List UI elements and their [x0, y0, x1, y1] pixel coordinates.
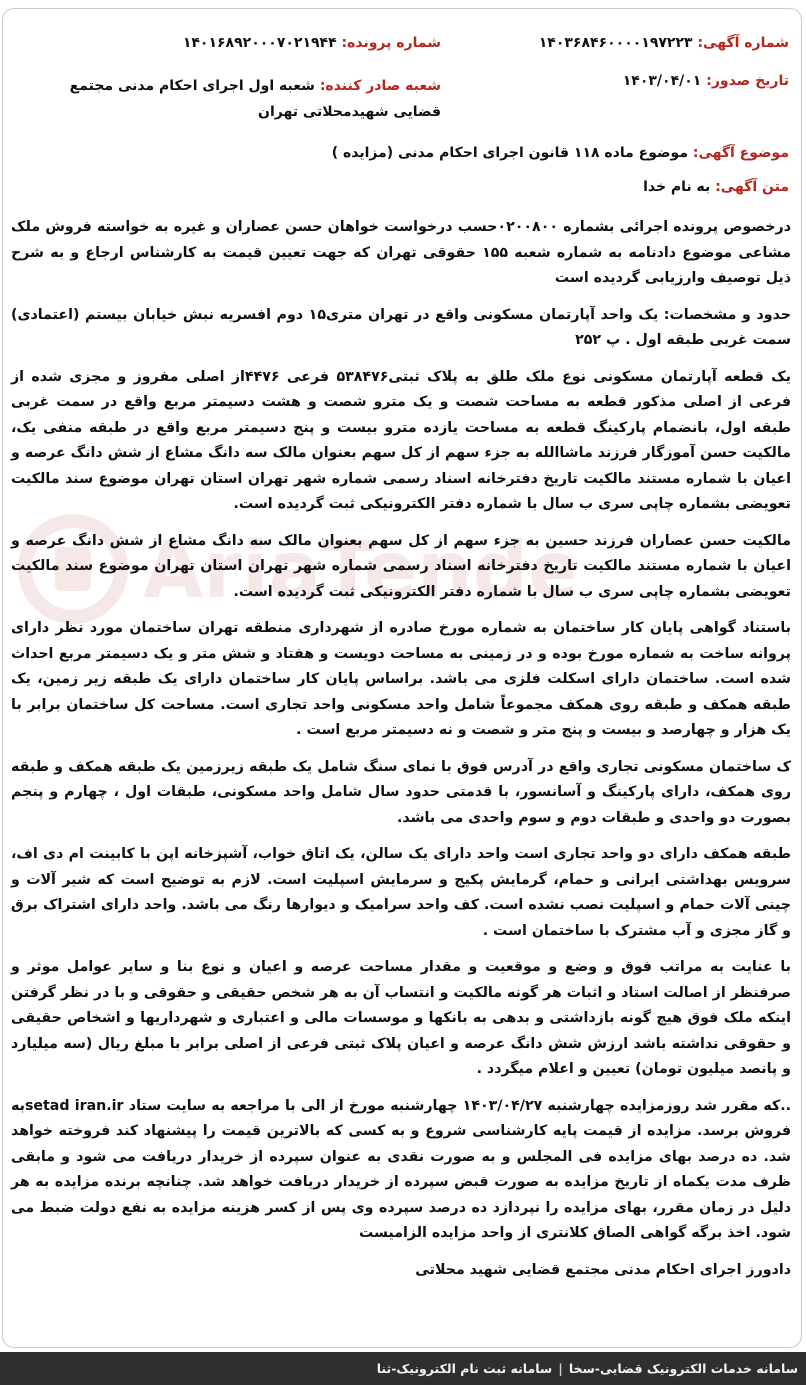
notice-body [11, 215, 791, 1294]
setad-site-link[interactable]: setad iran.ir [24, 1097, 124, 1114]
case-number-value: ۱۴۰۱۶۸۹۲۰۰۰۷۰۲۱۹۴۴ [182, 35, 337, 51]
case-number-row [183, 35, 441, 51]
notice-card [2, 8, 802, 1348]
ad-number-value: ۱۴۰۳۶۸۴۶۰۰۰۰۱۹۷۲۲۳ [538, 35, 693, 51]
svg-text:AriaTender.net: AriaTend [143, 526, 529, 616]
issue-date-value: ۱۴۰۳/۰۴/۰۱ [622, 73, 702, 89]
paragraph-case: درخصوص پرونده اجرائی بشماره ۰۲۰۰۸۰۰حسب درخواست خواهان حسن عصاران و غیره به خواسته فروش ملک مشاعی موضوع دادنامه به شماره شعبه ۱۵۵ حقوقی تهران که جهت تعیین قیمت به کارشناس ارجاع و به شرح ذیل توصیف وارزیابی گردیده است [11, 219, 791, 286]
subject-label: موضوع آگهی: [692, 145, 789, 161]
paragraph-completion-certificate: باستناد گواهی پایان کار ساختمان به شماره مورخ صادره از شهرداری منطقه تهران ساختمان مورد نظر دارای پروانه ساخت به شماره مورخ بوده و در زمینی به مساحت دویست و هفتاد و شش متر و یک دسیمتر مربع احداث شده است. ساختمان دارای اسکلت فلزی می باشد. براساس پایان کار ساختمان دارای یک طبقه زیر زمین، یک طبقه همکف و طبقه روی همکف مجموعاً شامل واحد مسکونی واحد تجاری است. مساحت کل ساختمان برابر با یک هزار و چهارصد و بیست و پنج متر و شصت و نه دسیمتر مربع است . [11, 620, 791, 738]
issuer-row [41, 73, 441, 125]
ad-number-label: شماره آگهی: [697, 35, 789, 51]
issue-date-row [623, 73, 789, 89]
signature: دادورز اجرای احکام مدنی مجتمع قضایی شهید محلاتی [415, 1261, 791, 1278]
footer-link-sakha[interactable]: سامانه خدمات الکترونیک قضایی-سخا [568, 1361, 798, 1376]
paragraph-building: ک ساختمان مسکونی تجاری واقع در آدرس فوق با نمای سنگ شامل یک طبقه زیرزمین یک طبقه همکف و طبقه روی همکف، دارای پارکینگ و آسانسور، با قدمتی حدود سال شامل واحد مسکونی، طبقات اول ، چهارم و پنجم بصورت دو واحدی و طبقات دوم و سوم واحدی می باشد. [11, 758, 791, 826]
footer-link-sana[interactable]: سامانه ثبت نام الکترونیک-ثنا [376, 1361, 553, 1376]
case-number-label: شماره پرونده: [341, 35, 441, 51]
issuer-value: شعبه اول اجرای احکام مدنی مجتمع قضایی شهیدمحلاتی تهران [69, 78, 441, 120]
subject-value: موضوع ماده ۱۱۸ قانون اجرای احکام مدنی (مزایده ) [331, 145, 688, 161]
paragraph-property: یک قطعه آپارتمان مسکونی نوع ملک طلق به پلاک ثبتی۵۳۸۴۷۶ فرعی ۴۴۷۶از اصلی مفروز و مجزی شده از فرعی از اصلی مذکور قطعه به مساحت شصت و یک مترو شصت و هشت دسیمتر مربع واقع در سمت غربی طبقه اول، بانضمام پارکینگ قطعه به مساحت یازده مترو بیست و پنج دسیمتر مربع واقع در طبقه منفی یک، مالکیت حسن آموزگار فرزند ماشاالله به جزء سهم از کل سهم بعنوان مالک سه دانگ مشاع از شش دانگ عرصه و اعیان با شماره مستند مالکیت تاریخ دفترخانه اسناد رسمی شماره شهر تهران استان تهران موضوع سند مالکیت تعویضی بشماره چاپی سری ب سال با شماره دفتر الکترونیکی ثبت گردیده است. [11, 368, 792, 512]
paragraph-auction [11, 1094, 791, 1247]
paragraph-valuation: با عنایت به مراتب فوق و وضع و موقعیت و مقدار مساحت عرصه و اعیان و نوع بنا و سایر عوامل موثر و صرفنظر از اصالت استاد و اثبات هر گونه مالکیت و انتساب آن به هر شخص حقیقی و حقوقی و با در نظر گرفتن اینکه ملک فوق هیچ گونه بازداشتی و بدهی به بانکها و موسسات مالی و اعتباری و شهرداریها و اشخاص حقیقی و حقوقی نداشته باشد ارزش شش دانگ عرصه و اعیان پلاک ثبتی فرعی از اصلی برابر با مبلغ ریال (سه میلیارد و پانصد میلیون تومان) تعیین و اعلام میگردد . [11, 959, 791, 1077]
text-label: متن آگهی: [715, 179, 789, 195]
paragraph-ownership: مالکیت حسن عصاران فرزند حسین به جزء سهم از کل سهم بعنوان مالک سه دانگ مشاع از شش دانگ عرصه و اعیان با شماره مستند مالکیت تاریخ دفترخانه اسناد رسمی شماره شهر تهران استان تهران موضوع سند مالکیت تعویضی بشماره چاپی سری ب سال با شماره دفتر الکترونیکی ثبت گردیده است. [11, 532, 791, 600]
issuer-label: شعبه صادر کننده: [319, 78, 441, 94]
ad-number-row [539, 35, 789, 51]
footer-bar [0, 1352, 806, 1385]
paragraph-boundaries: حدود و مشخصات: یک واحد آپارتمان مسکونی واقع در تهران متری۱۵ دوم افسریه نبش خیابان بیستم (اعتمادی) سمت غربی طبقه اول . پ ۲۵۲ [11, 306, 792, 348]
paragraph-ground-floor: طبقه همکف دارای دو واحد تجاری است واحد دارای یک سالن، یک اتاق خواب، آشپزخانه اپن با کابینت ام دی اف، سرویس بهداشتی ایرانی و حمام، گرمایش پکیج و سرمایش اسپلیت است. لازم به توضیح است که شیر آلات و چینی آلات حمام و اسپلیت نصب نشده است. کف واحد سرامیک و دیوارها رنگ می باشد. واحد دارای اشتراک برق و گاز مجزی و آب مشترک با ساختمان است . [11, 846, 791, 939]
text-label-row [643, 179, 789, 195]
auction-text-before: ..که مقرر شد روزمزایده چهارشنبه ۱۴۰۳/۰۴/۲۷ چهارشنبه مورخ از الی با مراجعه به سایت ستاد [128, 1097, 792, 1114]
footer-separator: | [558, 1361, 563, 1376]
issue-date-label: تاریخ صدور: [706, 73, 789, 89]
auction-text-after: به فروش برسد. مزایده از قیمت پایه کارشناسی شروع و به کسی که بالاترین قیمت را پیشنهاد کند فروخته خواهد شد. ده درصد بهای مزایده فی المجلس و به صورت نقدی به عنوان سپرده از خریدار دریافت می شود و مابقی ظرف مدت یکماه از تاریخ مزایده به صورت قبض سپرده از خریدار دریافت خواهد شد. چنانچه برنده مزایده به هر دلیل در زمان مقرر، بهای مزایده را نپردازد ده درصد سپرده وی پس از کسر هزینه مزایده به نفع دولت ضبط می شود. اخذ برگه گواهی الصاق کلانتری از واحد مزایده الزامیست [11, 1097, 791, 1241]
text-opening: به نام خدا [643, 179, 711, 195]
subject-row [332, 145, 789, 161]
